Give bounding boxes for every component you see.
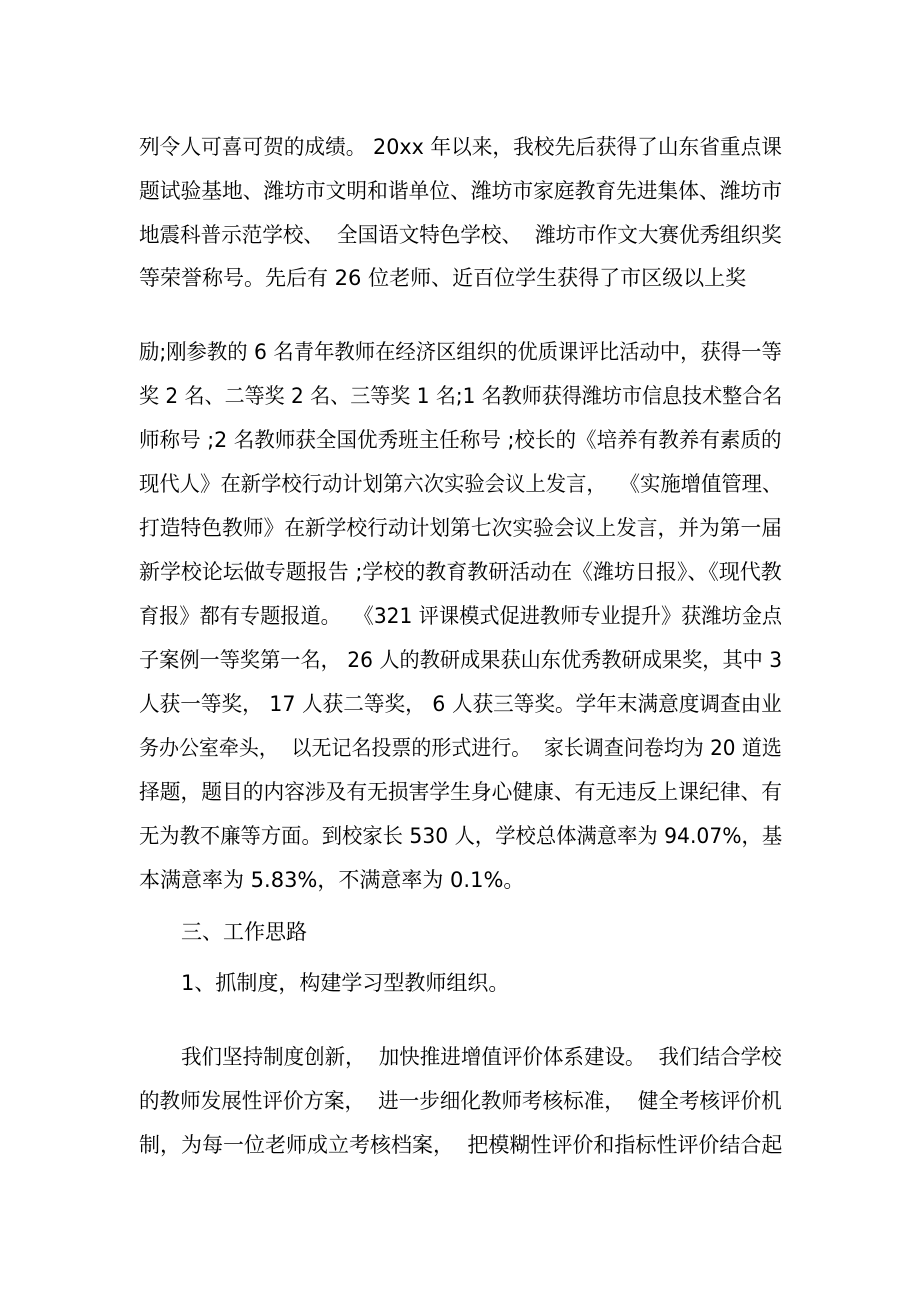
text-line: 择题，题目的内容涉及有无损害学生身心健康、有无违反上课纪律、有: [139, 780, 782, 804]
section-heading: 三、工作思路: [181, 920, 307, 944]
subsection-heading: 1、抓制度，构建学习型教师组织。: [181, 971, 510, 995]
text-line: 题试验基地、潍坊市文明和谐单位、潍坊市家庭教育先进集体、潍坊市: [139, 179, 782, 203]
text-line: 等荣誉称号。先后有 26 位老师、近百位学生获得了市区级以上奖: [139, 266, 747, 290]
text-line: 列令人可喜可贺的成绩。 20xx 年以来，我校先后获得了山东省重点课: [139, 135, 782, 159]
text-line: 师称号 ;2 名教师获全国优秀班主任称号 ;校长的《培养有教养有素质的: [139, 428, 782, 452]
text-line: 打造特色教师》在新学校行动计划第七次实验会议上发言，并为第一届: [139, 516, 782, 540]
text-line: 育报》都有专题报道。 《321 评课模式促进教师专业提升》获潍坊金点: [139, 604, 783, 628]
text-line: 务办公室牵头， 以无记名投票的形式进行。 家长调查问卷均为 20 道选: [139, 736, 782, 760]
text-line: 现代人》在新学校行动计划第六次实验会议上发言， 《实施增值管理、: [139, 472, 783, 496]
text-line: 我们坚持制度创新， 加快推进增值评价体系建设。 我们结合学校: [181, 1045, 782, 1069]
text-line: 新学校论坛做专题报告 ;学校的教育教研活动在《潍坊日报》、《现代教: [139, 560, 782, 584]
text-line: 励;刚参教的 6 名青年教师在经济区组织的优质课评比活动中，获得一等: [139, 340, 782, 364]
text-line: 本满意率为 5.83%，不满意率为 0.1%。: [139, 868, 525, 892]
text-line: 地震科普示范学校、 全国语文特色学校、 潍坊市作文大赛优秀组织奖: [139, 223, 782, 247]
text-line: 人获一等奖， 17 人获二等奖， 6 人获三等奖。学年末满意度调查由业: [139, 692, 782, 716]
text-line: 子案例一等奖第一名， 26 人的教研成果获山东优秀教研成果奖，其中 3: [139, 648, 783, 672]
text-line: 奖 2 名、二等奖 2 名、三等奖 1 名;1 名教师获得潍坊市信息技术整合名: [139, 384, 783, 408]
text-line: 的教师发展性评价方案， 进一步细化教师考核标准， 健全考核评价机: [139, 1089, 782, 1113]
text-line: 无为教不廉等方面。到校家长 530 人，学校总体满意率为 94.07%，基: [139, 824, 783, 848]
text-line: 制，为每一位老师成立考核档案， 把模糊性评价和指标性评价结合起: [139, 1133, 783, 1157]
